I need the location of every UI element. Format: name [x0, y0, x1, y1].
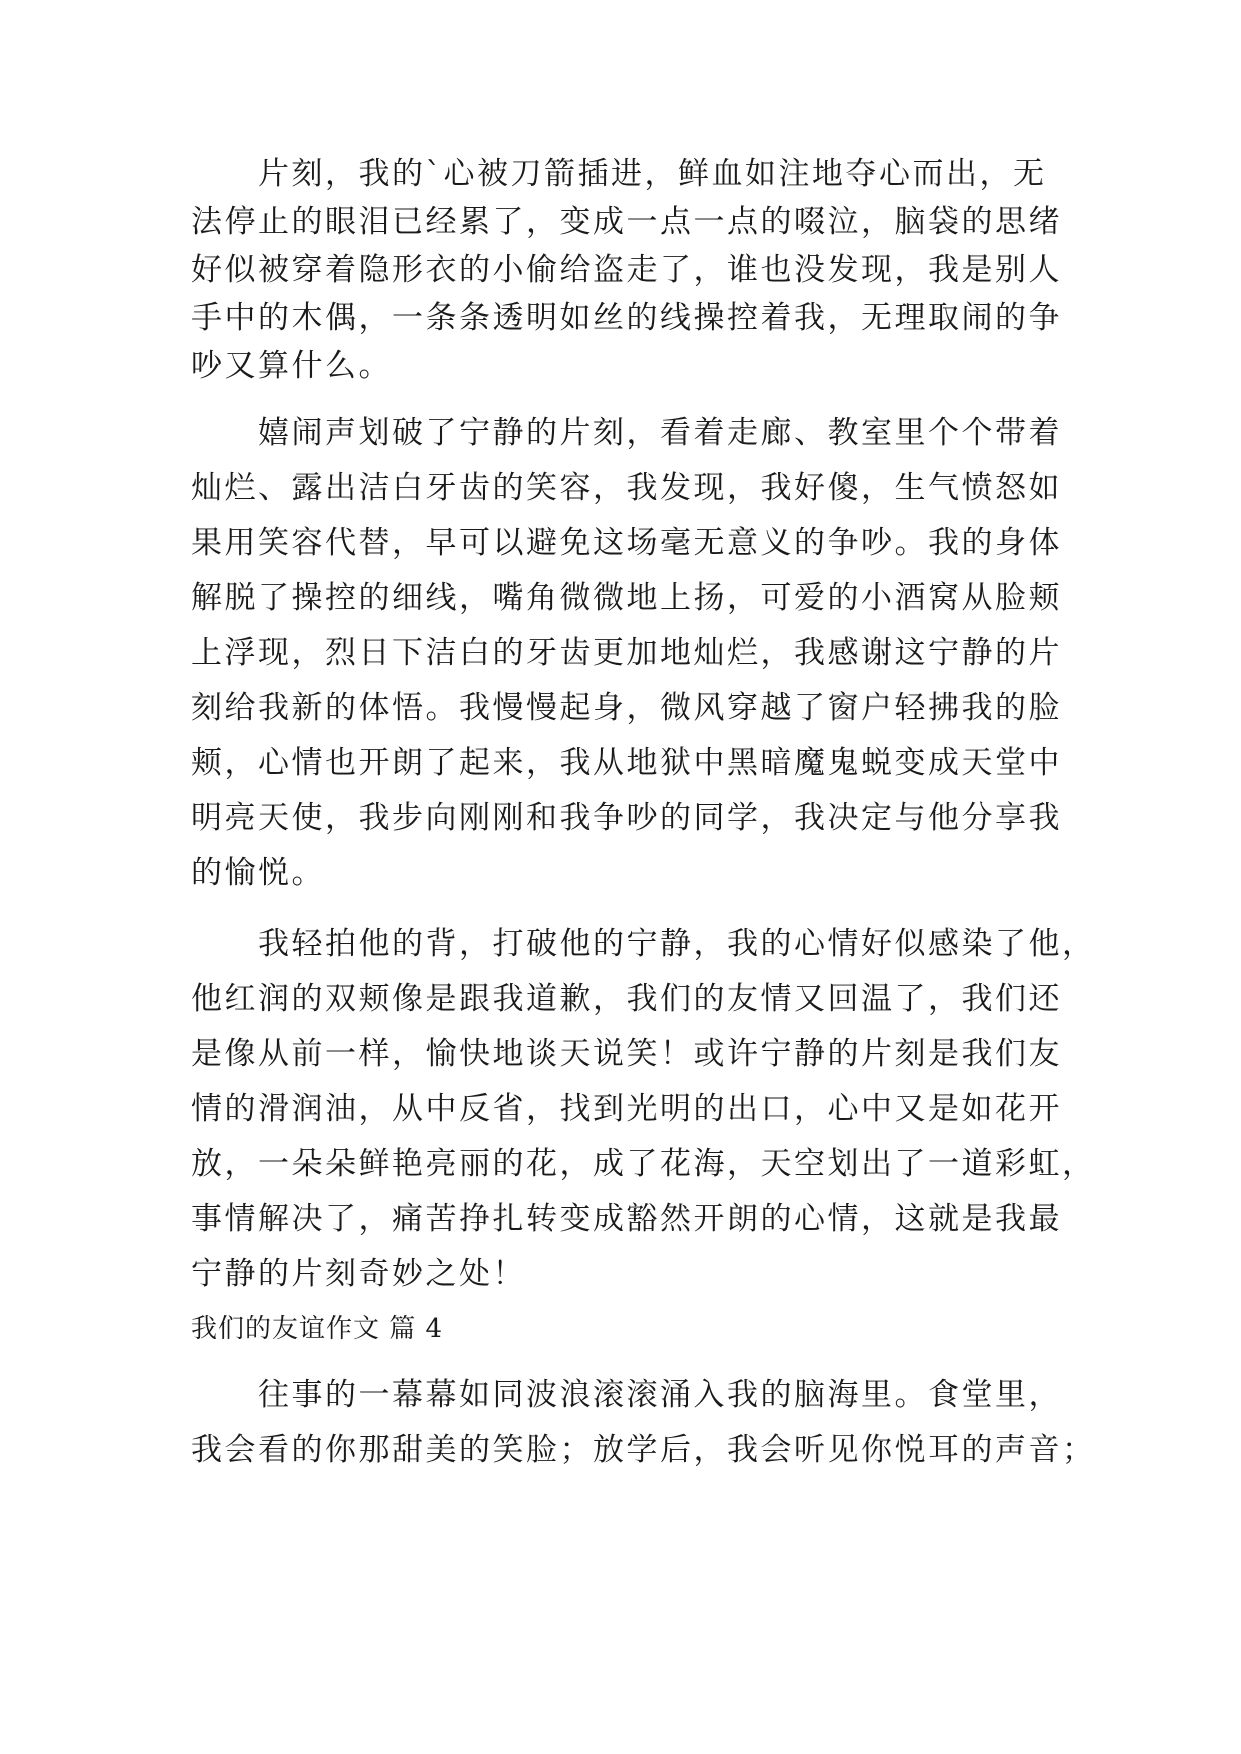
paragraph-line: 解脱了操控的细线，嘴角微微地上扬，可爱的小酒窝从脸颊	[191, 580, 1062, 616]
paragraph-line: 吵又算什么。	[191, 348, 392, 384]
paragraph-line: 果用笑容代替，早可以避免这场毫无意义的争吵。我的身体	[191, 525, 1062, 561]
paragraph-line: 灿烂、露出洁白牙齿的笑容，我发现，我好傻，生气愤怒如	[191, 470, 1062, 506]
section-heading: 我们的友谊作文 篇 4	[191, 1314, 444, 1344]
paragraph-line: 是像从前一样，愉快地谈天说笑！或许宁静的片刻是我们友	[191, 1036, 1062, 1072]
paragraph-line: 颊，心情也开朗了起来，我从地狱中黑暗魔鬼蜕变成天堂中	[191, 745, 1062, 781]
paragraph-line: 手中的木偶，一条条透明如丝的线操控着我，无理取闹的争	[191, 300, 1062, 336]
paragraph-line: 法停止的眼泪已经累了，变成一点一点的啜泣，脑袋的思绪	[191, 204, 1062, 240]
paragraph-line: 片刻，我的`心被刀箭插进，鲜血如注地夺心而出，无	[191, 156, 1047, 192]
paragraph-line: 情的滑润油，从中反省，找到光明的出口，心中又是如花开	[191, 1091, 1062, 1127]
paragraph-line: 上浮现，烈日下洁白的牙齿更加地灿烂，我感谢这宁静的片	[191, 635, 1062, 671]
paragraph-line: 的愉悦。	[191, 855, 325, 891]
paragraph-line: 他红润的双颊像是跟我道歉，我们的友情又回温了，我们还	[191, 981, 1062, 1017]
paragraph-line: 嬉闹声划破了宁静的片刻，看着走廊、教室里个个带着	[191, 415, 1062, 451]
paragraph-line: 往事的一幕幕如同波浪滚滚涌入我的脑海里。食堂里，	[191, 1377, 1062, 1413]
paragraph-line: 事情解决了，痛苦挣扎转变成豁然开朗的心情，这就是我最	[191, 1201, 1062, 1237]
paragraph-line: 放，一朵朵鲜艳亮丽的花，成了花海，天空划出了一道彩虹，	[191, 1146, 1096, 1182]
paragraph-line: 我会看的你那甜美的笑脸；放学后，我会听见你悦耳的声音；	[191, 1432, 1096, 1468]
paragraph-line: 我轻拍他的背，打破他的宁静，我的心情好似感染了他，	[191, 926, 1096, 962]
paragraph-line: 刻给我新的体悟。我慢慢起身，微风穿越了窗户轻拂我的脸	[191, 690, 1062, 726]
paragraph-line: 好似被穿着隐形衣的小偷给盗走了，谁也没发现，我是别人	[191, 252, 1062, 288]
paragraph-line: 宁静的片刻奇妙之处！	[191, 1256, 526, 1292]
paragraph-line: 明亮天使，我步向刚刚和我争吵的同学，我决定与他分享我	[191, 800, 1062, 836]
